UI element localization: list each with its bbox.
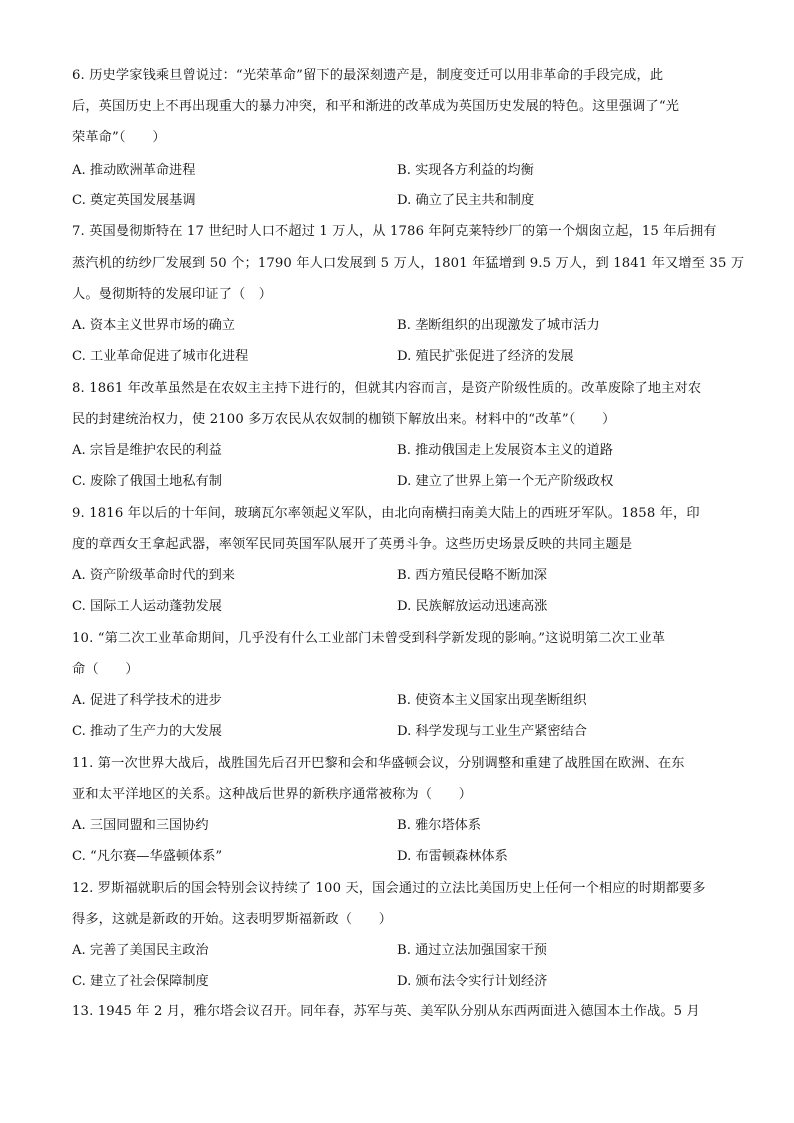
question-12-line-2: 得多，这就是新政的开始。这表明罗斯福新政（ ） [72,912,393,927]
question-7-option-c[interactable]: C. 工业革命促进了城市化进程 [72,349,249,364]
question-6-option-d[interactable]: D. 确立了民主共和制度 [397,193,535,208]
question-7-option-a[interactable]: A. 资本主义世界市场的确立 [72,318,235,333]
question-6-line-2: 后，英国历史上不再出现重大的暴力冲突，和平和渐进的改革成为英国历史发展的特色。这里强调了“光 [72,99,680,114]
question-10-option-a[interactable]: A. 促进了科学技术的进步 [72,693,222,708]
question-11-option-c[interactable]: C. “凡尔赛—华盛顿体系” [72,849,223,864]
question-8-option-b[interactable]: B. 推动俄国走上发展资本主义的道路 [397,443,613,458]
question-8-option-d[interactable]: D. 建立了世界上第一个无产阶级政权 [397,474,614,489]
question-12-option-c[interactable]: C. 建立了社会保障制度 [72,974,209,989]
question-10-option-b[interactable]: B. 使资本主义国家出现垄断组织 [397,693,587,708]
question-11-option-b[interactable]: B. 雅尔塔体系 [397,818,482,833]
question-7-line-3: 人。曼彻斯特的发展印证了（ ） [72,287,273,302]
question-7-line-2: 蒸汽机的纺纱厂发展到 50 个；1790 年人口发展到 5 万人，1801 年猛增到 9.5 万人，到 1841 年又增至 35 万 [72,256,745,271]
question-7-line-1: 7. 英国曼彻斯特在 17 世纪时人口不超过 1 万人，从 1786 年阿克莱特纱厂的第一个烟囱立起，15 年后拥有 [72,224,717,239]
question-9-option-c[interactable]: C. 国际工人运动蓬勃发展 [72,599,222,614]
question-10-line-1: 10. “第二次工业革命期间，几乎没有什么工业部门未曾受到科学新发现的影响。”这说明第二次工业革 [72,631,666,646]
question-8-line-2: 民的封建统治权力，使 2100 多万农民从农奴制的枷锁下解放出来。材料中的“改革”（ ） [72,412,616,427]
question-9-line-2: 度的章西女王拿起武器，率领军民同英国军队展开了英勇斗争。这些历史场景反映的共同主题是 [72,537,633,552]
question-12-option-a[interactable]: A. 完善了美国民主政治 [72,943,209,958]
question-6-option-b[interactable]: B. 实现各方利益的均衡 [397,163,534,178]
question-10-option-d[interactable]: D. 科学发现与工业生产紧密结合 [397,724,587,739]
question-13-line-1: 13. 1945 年 2 月，雅尔塔会议召开。同年春，苏军与英、美军队分别从东西两面进入德国本土作战。5 月 [72,1004,700,1019]
question-12-option-d[interactable]: D. 颁布法令实行计划经济 [397,974,548,989]
question-8-option-a[interactable]: A. 宗旨是维护农民的利益 [72,443,222,458]
question-8-option-c[interactable]: C. 废除了俄国土地私有制 [72,474,222,489]
question-9-option-a[interactable]: A. 资产阶级革命时代的到来 [72,568,235,583]
question-7-option-b[interactable]: B. 垄断组织的出现激发了城市活力 [397,318,600,333]
question-11-line-2: 亚和太平洋地区的关系。这种战后世界的新秩序通常被称为（ ） [72,787,473,802]
question-12-option-b[interactable]: B. 通过立法加强国家干预 [397,943,547,958]
question-11-option-a[interactable]: A. 三国同盟和三国协约 [72,818,209,833]
question-9-line-1: 9. 1816 年以后的十年间，玻璃瓦尔率领起义军队，由北向南横扫南美大陆上的西班牙军队。1858 年，印 [72,506,700,521]
question-10-option-c[interactable]: C. 推动了生产力的大发展 [72,724,222,739]
question-9-option-b[interactable]: B. 西方殖民侵略不断加深 [397,568,547,583]
question-11-line-1: 11. 第一次世界大战后，战胜国先后召开巴黎和会和华盛顿会议，分别调整和重建了战胜国在欧洲、在东 [72,756,685,771]
question-10-line-2: 命（ ） [72,662,139,677]
question-9-option-d[interactable]: D. 民族解放运动迅速高涨 [397,599,548,614]
question-6-line-3: 荣革命”（ ） [72,130,166,145]
question-6-option-c[interactable]: C. 奠定英国发展基调 [72,193,196,208]
question-12-line-1: 12. 罗斯福就职后的国会特别会议持续了 100 天，国会通过的立法比美国历史上任何一个相应的时期都要多 [72,881,706,896]
question-7-option-d[interactable]: D. 殖民扩张促进了经济的发展 [397,349,574,364]
question-11-option-d[interactable]: D. 布雷顿森林体系 [397,849,508,864]
question-6-option-a[interactable]: A. 推动欧洲革命进程 [72,163,196,178]
question-6-line-1: 6. 历史学家钱乘旦曾说过：“光荣革命”留下的最深刻遗产是，制度变迁可以用非革命的手段完成，此 [72,68,664,83]
question-8-line-1: 8. 1861 年改革虽然是在农奴主主持下进行的，但就其内容而言，是资产阶级性质的。改革废除了地主对农 [72,381,702,396]
